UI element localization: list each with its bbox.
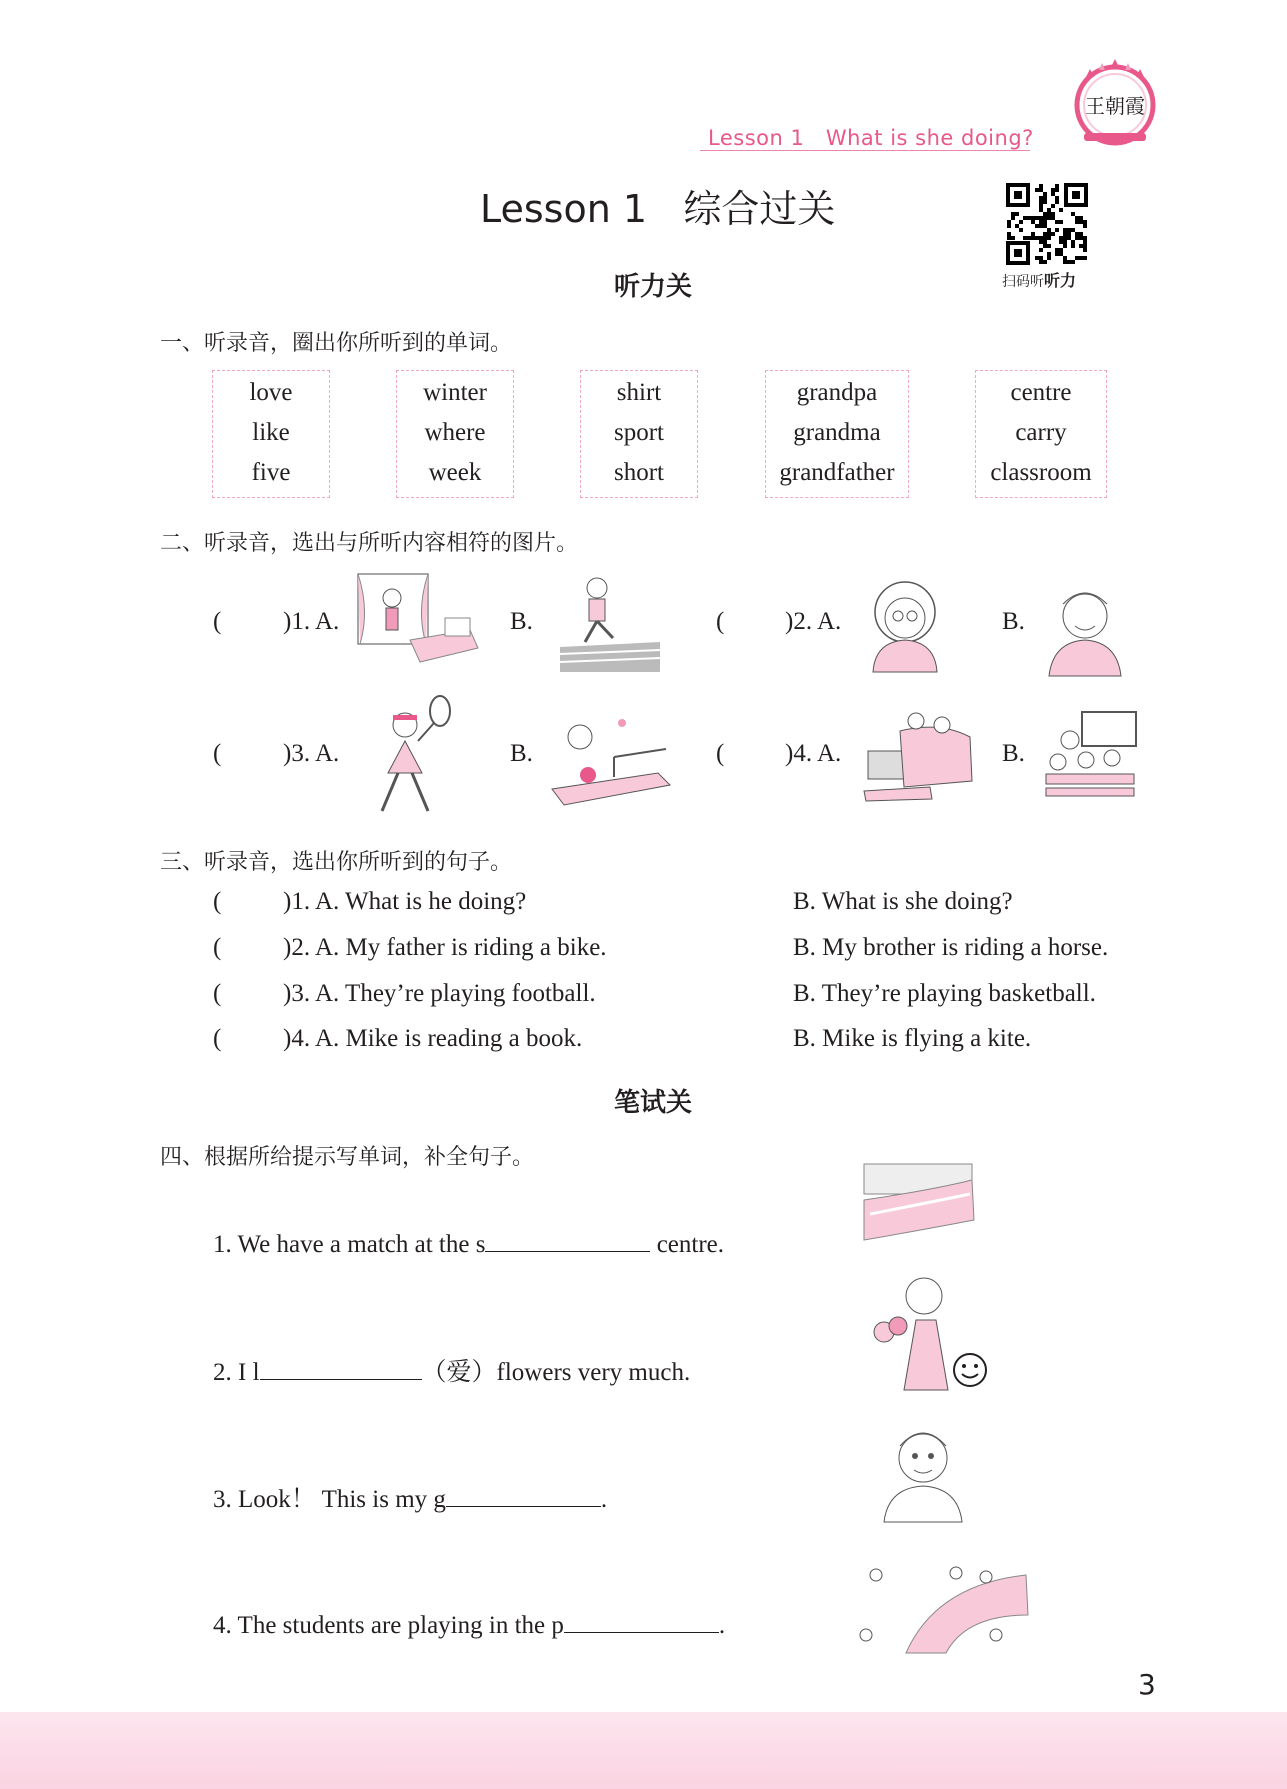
q4-item-3-before: 3. Look！ This is my g [213, 1486, 446, 1513]
picture-playground[interactable] [846, 1555, 1031, 1655]
q4-item-3-after: . [600, 1486, 608, 1513]
answer-paren[interactable]: ( [213, 888, 222, 915]
q3-item-3-b: B. They’re playing basketball. [793, 980, 1096, 1007]
q3-item-2-a: )2. A. My father is riding a bike. [283, 934, 607, 961]
word-option[interactable]: grandpa [796, 379, 878, 406]
header-lesson-label: Lesson 1 [708, 126, 805, 150]
answer-paren[interactable]: ( [213, 980, 222, 1007]
picture-sports-centre[interactable] [862, 1160, 982, 1248]
q2-item-4-b: B. [1002, 740, 1025, 767]
word-group-5 [975, 370, 1107, 498]
logo-text: 王朝霞 [1085, 94, 1145, 118]
footer-band [0, 1712, 1287, 1789]
q4-item-1 [213, 1225, 724, 1259]
picture-boy-running[interactable] [555, 572, 665, 677]
answer-paren[interactable]: ( [213, 1025, 222, 1052]
word-group-2 [396, 370, 514, 498]
word-option[interactable]: grandma [793, 419, 881, 446]
q2-item-1-b: B. [510, 608, 533, 635]
answer-blank[interactable] [485, 1225, 650, 1252]
q3-item-4-a: )4. A. Mike is reading a book. [283, 1025, 583, 1052]
q2-item-2-b: B. [1002, 608, 1025, 635]
q3-item-3-a: )3. A. They’re playing football. [283, 980, 596, 1007]
header-rule [700, 150, 1030, 151]
q2-item-2-label: )2. A. [785, 608, 842, 635]
q4-item-4-after: . [718, 1612, 726, 1639]
q4-item-2 [213, 1352, 690, 1388]
page-title [480, 178, 835, 233]
picture-girl-ping-pong[interactable] [548, 713, 673, 808]
running-header [708, 126, 1034, 150]
q4-item-2-after: （爱）flowers very much. [421, 1359, 691, 1386]
word-option[interactable]: grandfather [779, 459, 895, 486]
q3-item-1-b: B. What is she doing? [793, 888, 1013, 915]
answer-paren[interactable]: ( [213, 934, 222, 961]
q2-instruction: 二、听录音，选出与所听内容相符的图片。 [160, 531, 579, 556]
word-group-4 [765, 370, 909, 498]
word-option[interactable]: centre [1010, 379, 1072, 406]
word-option[interactable]: shirt [616, 379, 662, 406]
word-option[interactable]: winter [423, 379, 487, 406]
answer-paren[interactable]: ( [213, 740, 222, 767]
title-subtitle: 综合过关 [683, 187, 836, 231]
q2-item-1-label: )1. A. [283, 608, 340, 635]
picture-family-sofa[interactable] [860, 707, 975, 802]
answer-blank[interactable] [446, 1480, 601, 1507]
q4-instruction: 四、根据所给提示写单词，补全句子。 [160, 1145, 535, 1170]
answer-paren[interactable]: ( [716, 740, 725, 767]
writing-title: 笔试关 [614, 1088, 693, 1118]
word-group-3 [580, 370, 698, 498]
q4-item-4 [213, 1606, 725, 1640]
picture-girl-tennis[interactable] [360, 693, 460, 818]
word-group-1 [212, 370, 330, 498]
q2-item-4-label: )4. A. [785, 740, 842, 767]
q4-item-3 [213, 1479, 607, 1515]
picture-classroom[interactable] [1040, 710, 1140, 800]
word-option[interactable]: five [251, 459, 291, 486]
q3-instruction: 三、听录音，选出你所听到的句子。 [160, 850, 513, 875]
answer-paren[interactable]: ( [213, 608, 222, 635]
word-option[interactable]: week [428, 459, 482, 486]
picture-grandma[interactable] [855, 578, 955, 673]
header-lesson-title: What is she doing? [825, 126, 1034, 150]
q3-item-2-b: B. My brother is riding a horse. [793, 934, 1109, 961]
q4-item-1-after: centre. [650, 1231, 724, 1258]
answer-blank[interactable] [564, 1606, 719, 1633]
picture-girl-bedroom[interactable] [350, 570, 480, 675]
title-lesson: Lesson 1 [480, 187, 648, 231]
word-option[interactable]: classroom [990, 459, 1092, 486]
word-option[interactable]: love [249, 379, 293, 406]
word-option[interactable]: sport [614, 419, 664, 446]
q4-item-1-before: 1. We have a match at the s [213, 1231, 486, 1258]
page-number: 3 [1138, 1668, 1156, 1701]
answer-paren[interactable]: ( [716, 608, 725, 635]
qr-code[interactable] [1006, 183, 1088, 265]
picture-grandfather[interactable] [878, 1418, 968, 1523]
q4-item-2-before: 2. I l [213, 1359, 260, 1386]
q2-item-3-b: B. [510, 740, 533, 767]
picture-girl-flowers[interactable] [862, 1270, 992, 1395]
word-option[interactable]: where [424, 419, 486, 446]
q3-item-4-b: B. Mike is flying a kite. [793, 1025, 1032, 1052]
word-option[interactable]: short [614, 459, 664, 486]
word-option[interactable]: like [252, 419, 290, 446]
q1-instruction: 一、听录音，圈出你所听到的单词。 [160, 331, 513, 356]
brand-logo [1070, 55, 1160, 150]
qr-caption-bold: 听力 [1044, 271, 1077, 290]
qr-caption-prefix: 扫码听 [1002, 274, 1044, 290]
q2-item-3-label: )3. A. [283, 740, 340, 767]
listening-title: 听力关 [614, 272, 693, 302]
answer-blank[interactable] [260, 1353, 422, 1380]
picture-grandpa[interactable] [1035, 578, 1135, 678]
q4-item-4-before: 4. The students are playing in the p [213, 1612, 564, 1639]
q3-item-1-a: )1. A. What is he doing? [283, 888, 527, 915]
word-option[interactable]: carry [1015, 419, 1067, 446]
qr-caption [1002, 268, 1076, 291]
